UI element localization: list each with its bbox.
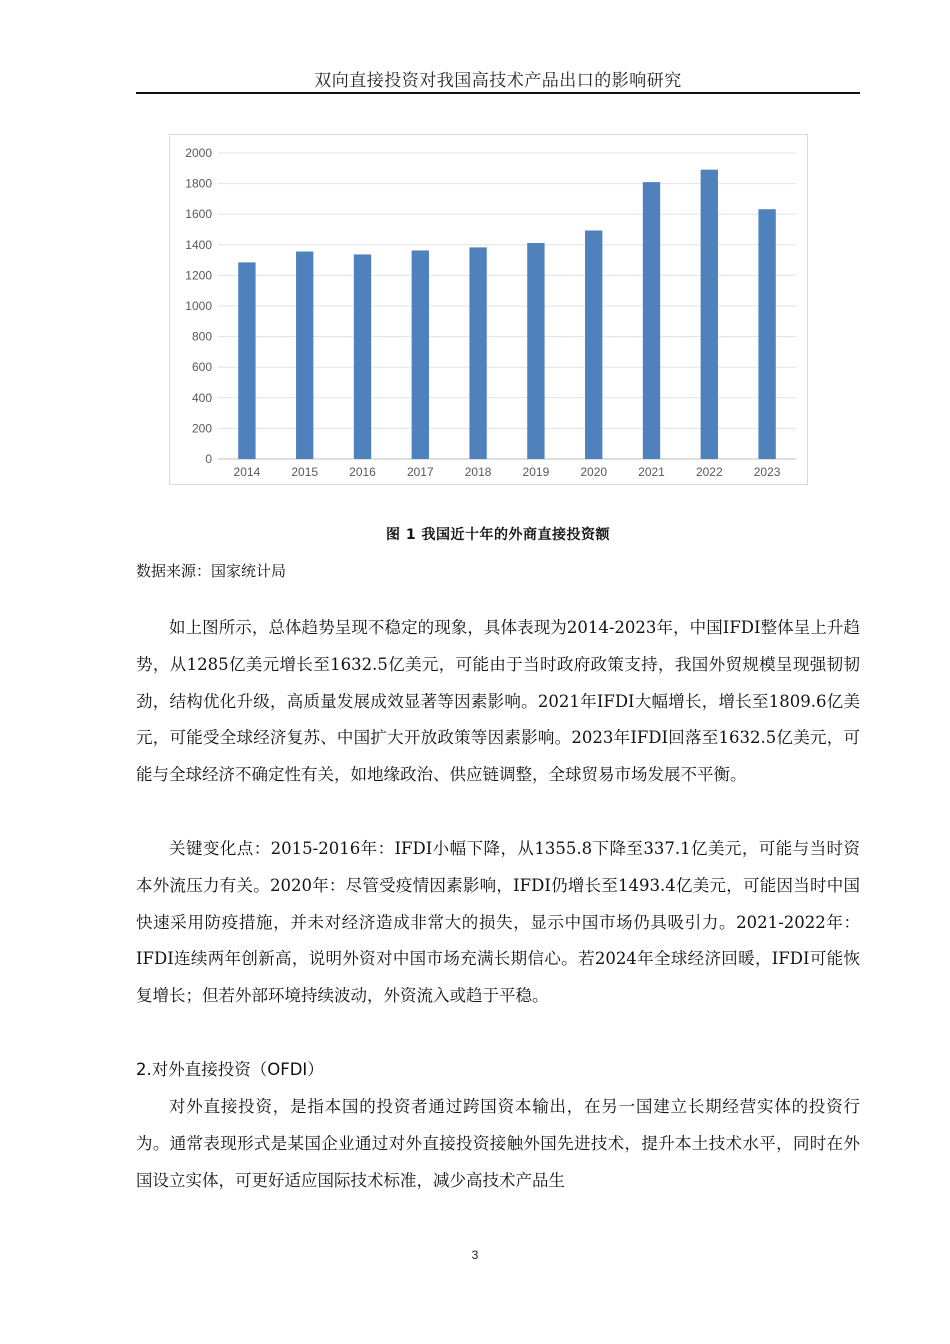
y-tick-label: 2000 — [185, 146, 212, 160]
x-tick-label: 2015 — [291, 465, 319, 479]
y-tick-label: 1600 — [185, 207, 212, 222]
y-tick-label: 600 — [191, 360, 212, 375]
paragraph-key-changes: 关键变化点：2015-2016年：IFDI小幅下降，从1355.8下降至337.1亿美元，可能与当时资本外流压力有关。2020年：尽管受疫情因素影响，IFDI仍增长至1493.4亿美元，可能因当时中国快速采用防疫措施，并未对经济造成非常大的损失，显示中国市场仍具吸引力。2021-2022年：IFDI连续两年创新高，说明外资对中国市场充满长期信心。若2024年全球经济回暖，IFDI可能恢复增长；但若外部环境持续波动，外资流入或趋于平稳。 — [136, 839, 860, 1006]
bar — [296, 252, 313, 459]
section-heading: 2.对外直接投资（OFDI） — [136, 1060, 324, 1079]
x-tick-label: 2018 — [464, 465, 492, 479]
paragraph-trend: 如上图所示，总体趋势呈现不稳定的现象，具体表现为2014-2023年，中国IFDI整体呈上升趋势，从1285亿美元增长至1632.5亿美元，可能由于当时政府政策支持，我国外贸规模呈现强韧韧劲，结构优化升级，高质量发展成效显著等因素影响。2021年IFDI大幅增长，增长至1809.6亿美元，可能受全球经济复苏、中国扩大开放政策等因素影响。2023年IFDI回落至1632.5亿美元，可能与全球经济不确定性有关，如地缘政治、供应链调整，全球贸易市场发展不平衡。 — [136, 618, 860, 785]
bar — [354, 254, 371, 459]
bar — [527, 243, 544, 459]
x-tick-label: 2017 — [406, 465, 434, 479]
bar — [701, 170, 718, 459]
y-tick-label: 400 — [191, 390, 212, 405]
paragraph-ofdi: 对外直接投资，是指本国的投资者通过跨国资本输出，在另一国建立长期经营实体的投资行为。通常表现形式是某国企业通过对外直接投资接触外国先进技术，提升本土技术水平，同时在外国设立实体，可更好适应国际技术标准，减少高技术产品生 — [136, 1097, 860, 1190]
y-tick-label: 0 — [205, 452, 212, 466]
x-tick-label: 2021 — [638, 465, 665, 479]
figure-source: 数据来源：国家统计局 — [136, 562, 287, 580]
page-number: 3 — [471, 1248, 479, 1262]
x-tick-label: 2014 — [233, 465, 261, 479]
y-tick-label: 1000 — [185, 299, 212, 313]
bar — [412, 250, 429, 459]
x-tick-label: 2020 — [580, 465, 608, 479]
bar-chart — [169, 134, 808, 485]
bar — [643, 182, 660, 459]
figure-caption: 图 1 我国近十年的外商直接投资额 — [386, 527, 610, 543]
y-tick-label: 1200 — [185, 268, 212, 283]
y-tick-label: 200 — [191, 421, 212, 436]
bar-chart-svg — [170, 135, 809, 486]
bar — [585, 231, 602, 459]
y-tick-label: 1400 — [185, 237, 212, 252]
x-tick-label: 2023 — [753, 465, 781, 479]
bar — [469, 247, 486, 459]
y-tick-label: 800 — [191, 329, 212, 344]
running-header: 双向直接投资对我国高技术产品出口的影响研究 — [314, 71, 682, 91]
bar — [758, 209, 775, 459]
x-tick-label: 2016 — [349, 465, 376, 479]
x-tick-label: 2022 — [695, 465, 723, 479]
y-tick-label: 1800 — [185, 176, 212, 191]
x-tick-label: 2019 — [522, 465, 550, 479]
bar — [238, 262, 255, 459]
header-rule — [136, 92, 860, 94]
